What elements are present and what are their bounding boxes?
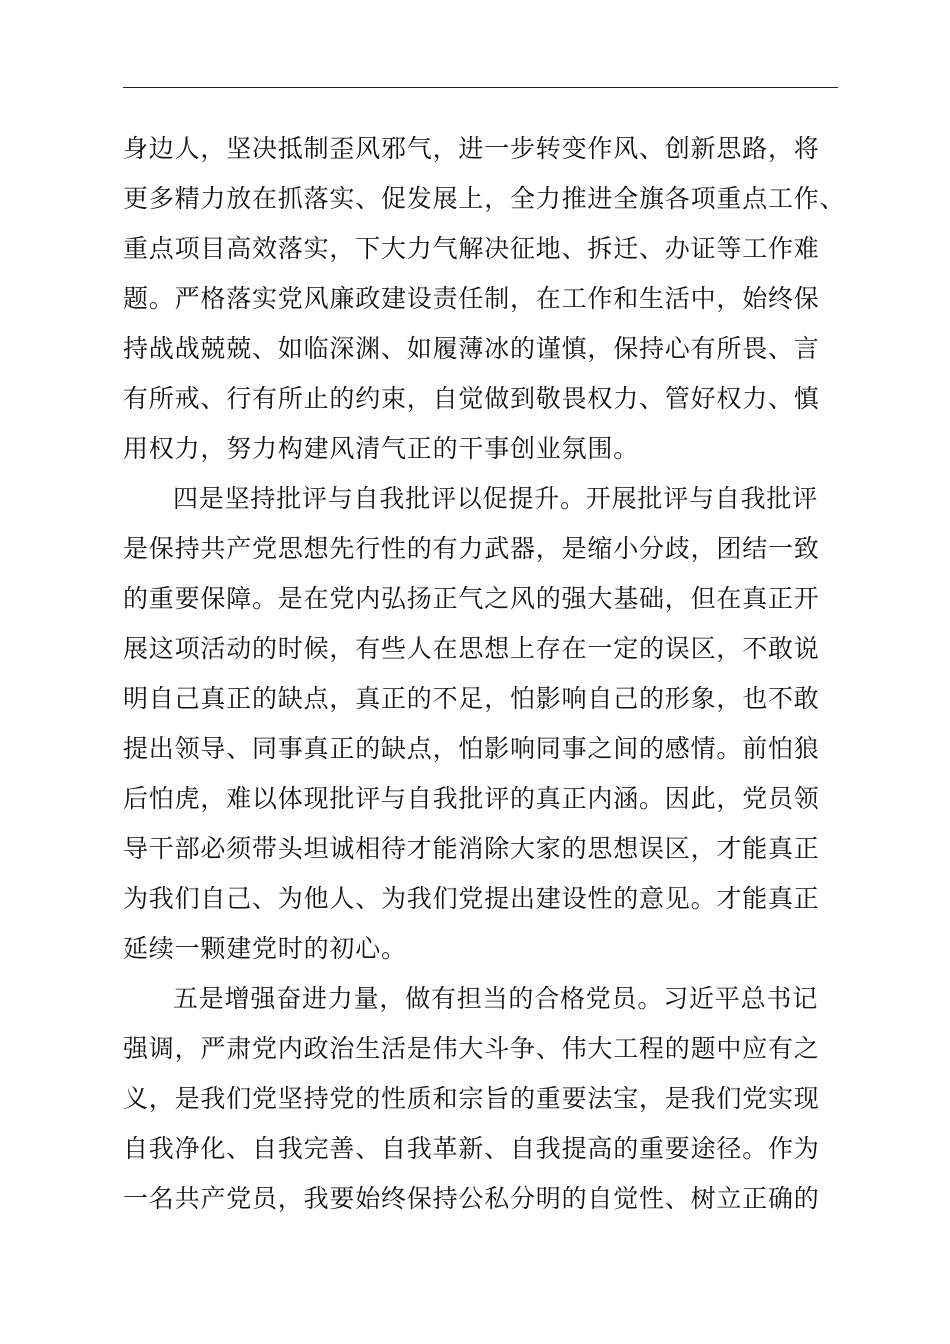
paragraph-first-line: 四是坚持批评与自我批评以促提升。开展批评与自我批评 bbox=[173, 484, 819, 513]
text-line: 的重要保障。是在党内弘扬正气之风的强大基础，但在真正开 bbox=[123, 584, 820, 613]
text-line: 是保持共产党思想先行性的有力武器，是缩小分歧，团结一致 bbox=[123, 534, 820, 563]
text-line: 一名共产党员，我要始终保持公私分明的自觉性、树立正确的 bbox=[123, 1184, 820, 1213]
text-line: 后怕虎，难以体现批评与自我批评的真正内涵。因此，党员领 bbox=[123, 784, 820, 813]
text-line: 有所戒、行有所止的约束，自觉做到敬畏权力、管好权力、慎 bbox=[123, 384, 820, 413]
text-line: 更多精力放在抓落实、促发展上，全力推进全旗各项重点工作、 bbox=[123, 184, 846, 213]
text-line: 延续一颗建党时的初心。 bbox=[123, 934, 407, 963]
text-line: 持战战兢兢、如临深渊、如履薄冰的谨慎，保持心有所畏、言 bbox=[123, 334, 820, 363]
paragraph-first-line: 五是增强奋进力量，做有担当的合格党员。习近平总书记 bbox=[173, 984, 819, 1013]
text-line: 重点项目高效落实，下大力气解决征地、拆迁、办证等工作难 bbox=[123, 234, 820, 263]
text-line: 导干部必须带头坦诚相待才能消除大家的思想误区，才能真正 bbox=[123, 834, 820, 863]
text-line: 身边人，坚决抵制歪风邪气，进一步转变作风、创新思路，将 bbox=[123, 134, 820, 163]
text-line: 用权力，努力构建风清气正的干事创业氛围。 bbox=[123, 434, 640, 463]
text-line: 展这项活动的时候，有些人在思想上存在一定的误区，不敢说 bbox=[123, 634, 820, 663]
text-line: 提出领导、同事真正的缺点，怕影响同事之间的感情。前怕狼 bbox=[123, 734, 820, 763]
text-line: 题。严格落实党风廉政建设责任制，在工作和生活中，始终保 bbox=[123, 284, 820, 313]
text-line: 义，是我们党坚持党的性质和宗旨的重要法宝，是我们党实现 bbox=[123, 1084, 820, 1113]
text-line: 自我净化、自我完善、自我革新、自我提高的重要途径。作为 bbox=[123, 1134, 820, 1163]
text-line: 强调，严肃党内政治生活是伟大斗争、伟大工程的题中应有之 bbox=[123, 1034, 820, 1063]
text-line: 为我们自己、为他人、为我们党提出建设性的意见。才能真正 bbox=[123, 884, 820, 913]
header-rule bbox=[123, 87, 838, 88]
text-line: 明自己真正的缺点，真正的不足，怕影响自己的形象，也不敢 bbox=[123, 684, 820, 713]
